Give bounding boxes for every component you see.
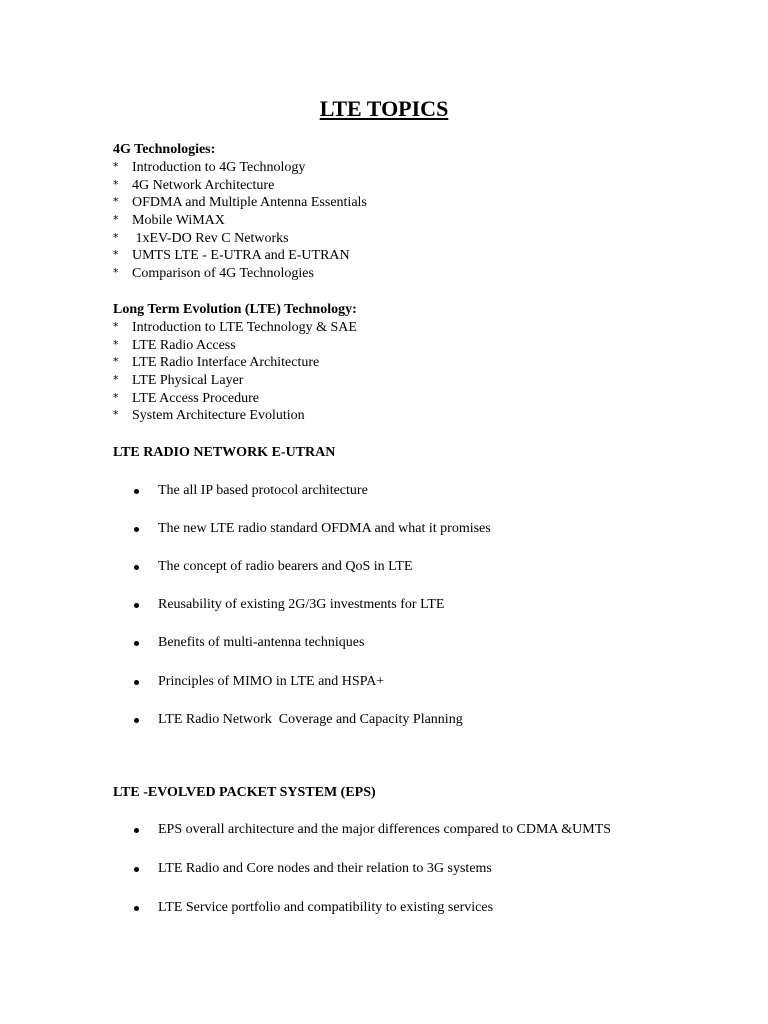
bullet-dot-icon: [134, 718, 139, 723]
star-bullet-icon: *: [113, 320, 119, 333]
section-heading-4g-technologies: 4G Technologies:: [113, 142, 216, 157]
page-title: LTE TOPICS: [319, 96, 449, 121]
star-bullet-icon: *: [113, 248, 119, 262]
bullet-dot-icon: [134, 527, 139, 532]
bullet-dot-icon: [134, 489, 139, 494]
bullet-dot-icon: [134, 603, 139, 608]
star-bullet-icon: *: [113, 195, 119, 209]
bullet-dot-icon: [134, 828, 139, 833]
star-bullet-icon: *: [113, 337, 119, 351]
section-heading-lte-eps: LTE -EVOLVED PACKET SYSTEM (EPS): [113, 785, 376, 800]
document-page: LTE TOPICS 4G Technologies: * Introduction to 4G Technology * 4G Network Architecture * OFDMA and Multiple Antenna Essentials * Mobile WiMAX * 1xEV-DO Rev C Networks * UMTS LTE - E-UTRA and E-UTRAN * Comparison of 4G Technologies Long Term Evolution (LTE) Technology: * Introduction to LTE Technology & SAE * LTE Radio Access * LTE Radio Interface Architecture * LTE Physical Layer * LTE Access Procedure * System Architecture Evolution LTE RADIO NETWORK E-UTRAN The all IP based protocol architecture The new LTE radio standard OFDMA and what it promises The concept of radio bearers and QoS in LTE Reusability of existing 2G/3G investments for LTE Benefits of multi-antenna techniques Principles of MIMO in LTE and HSPA+ LTE Radio Network Coverage and Capacity Planning LTE -EVOLVED PACKET SYSTEM (EPS) EPS overall architecture and the major differences compared to CDMA &UMTS LTE Radio and Core nodes and their relation to 3G systems LTE Service portfolio and compatibility to existing services: [0, 0, 768, 1024]
bullet-dot-icon: [134, 641, 139, 646]
star-bullet-icon: *: [113, 373, 119, 387]
star-bullet-icon: *: [113, 266, 119, 280]
bullet-dot-icon: [134, 680, 139, 685]
bullet-dot-icon: [134, 867, 139, 872]
bullet-dot-icon: [134, 565, 139, 570]
section-heading-lte-technology: Long Term Evolution (LTE) Technology:: [113, 302, 357, 317]
star-bullet-icon: *: [113, 213, 119, 227]
star-bullet-icon: *: [113, 355, 119, 369]
section-heading-lte-radio-network: LTE RADIO NETWORK E-UTRAN: [113, 445, 336, 460]
star-bullet-icon: *: [113, 177, 119, 191]
star-bullet-icon: *: [113, 160, 119, 173]
star-bullet-icon: *: [113, 408, 119, 422]
star-bullet-icon: *: [113, 390, 119, 404]
bullet-dot-icon: [134, 906, 139, 911]
star-bullet-icon: *: [113, 230, 119, 244]
